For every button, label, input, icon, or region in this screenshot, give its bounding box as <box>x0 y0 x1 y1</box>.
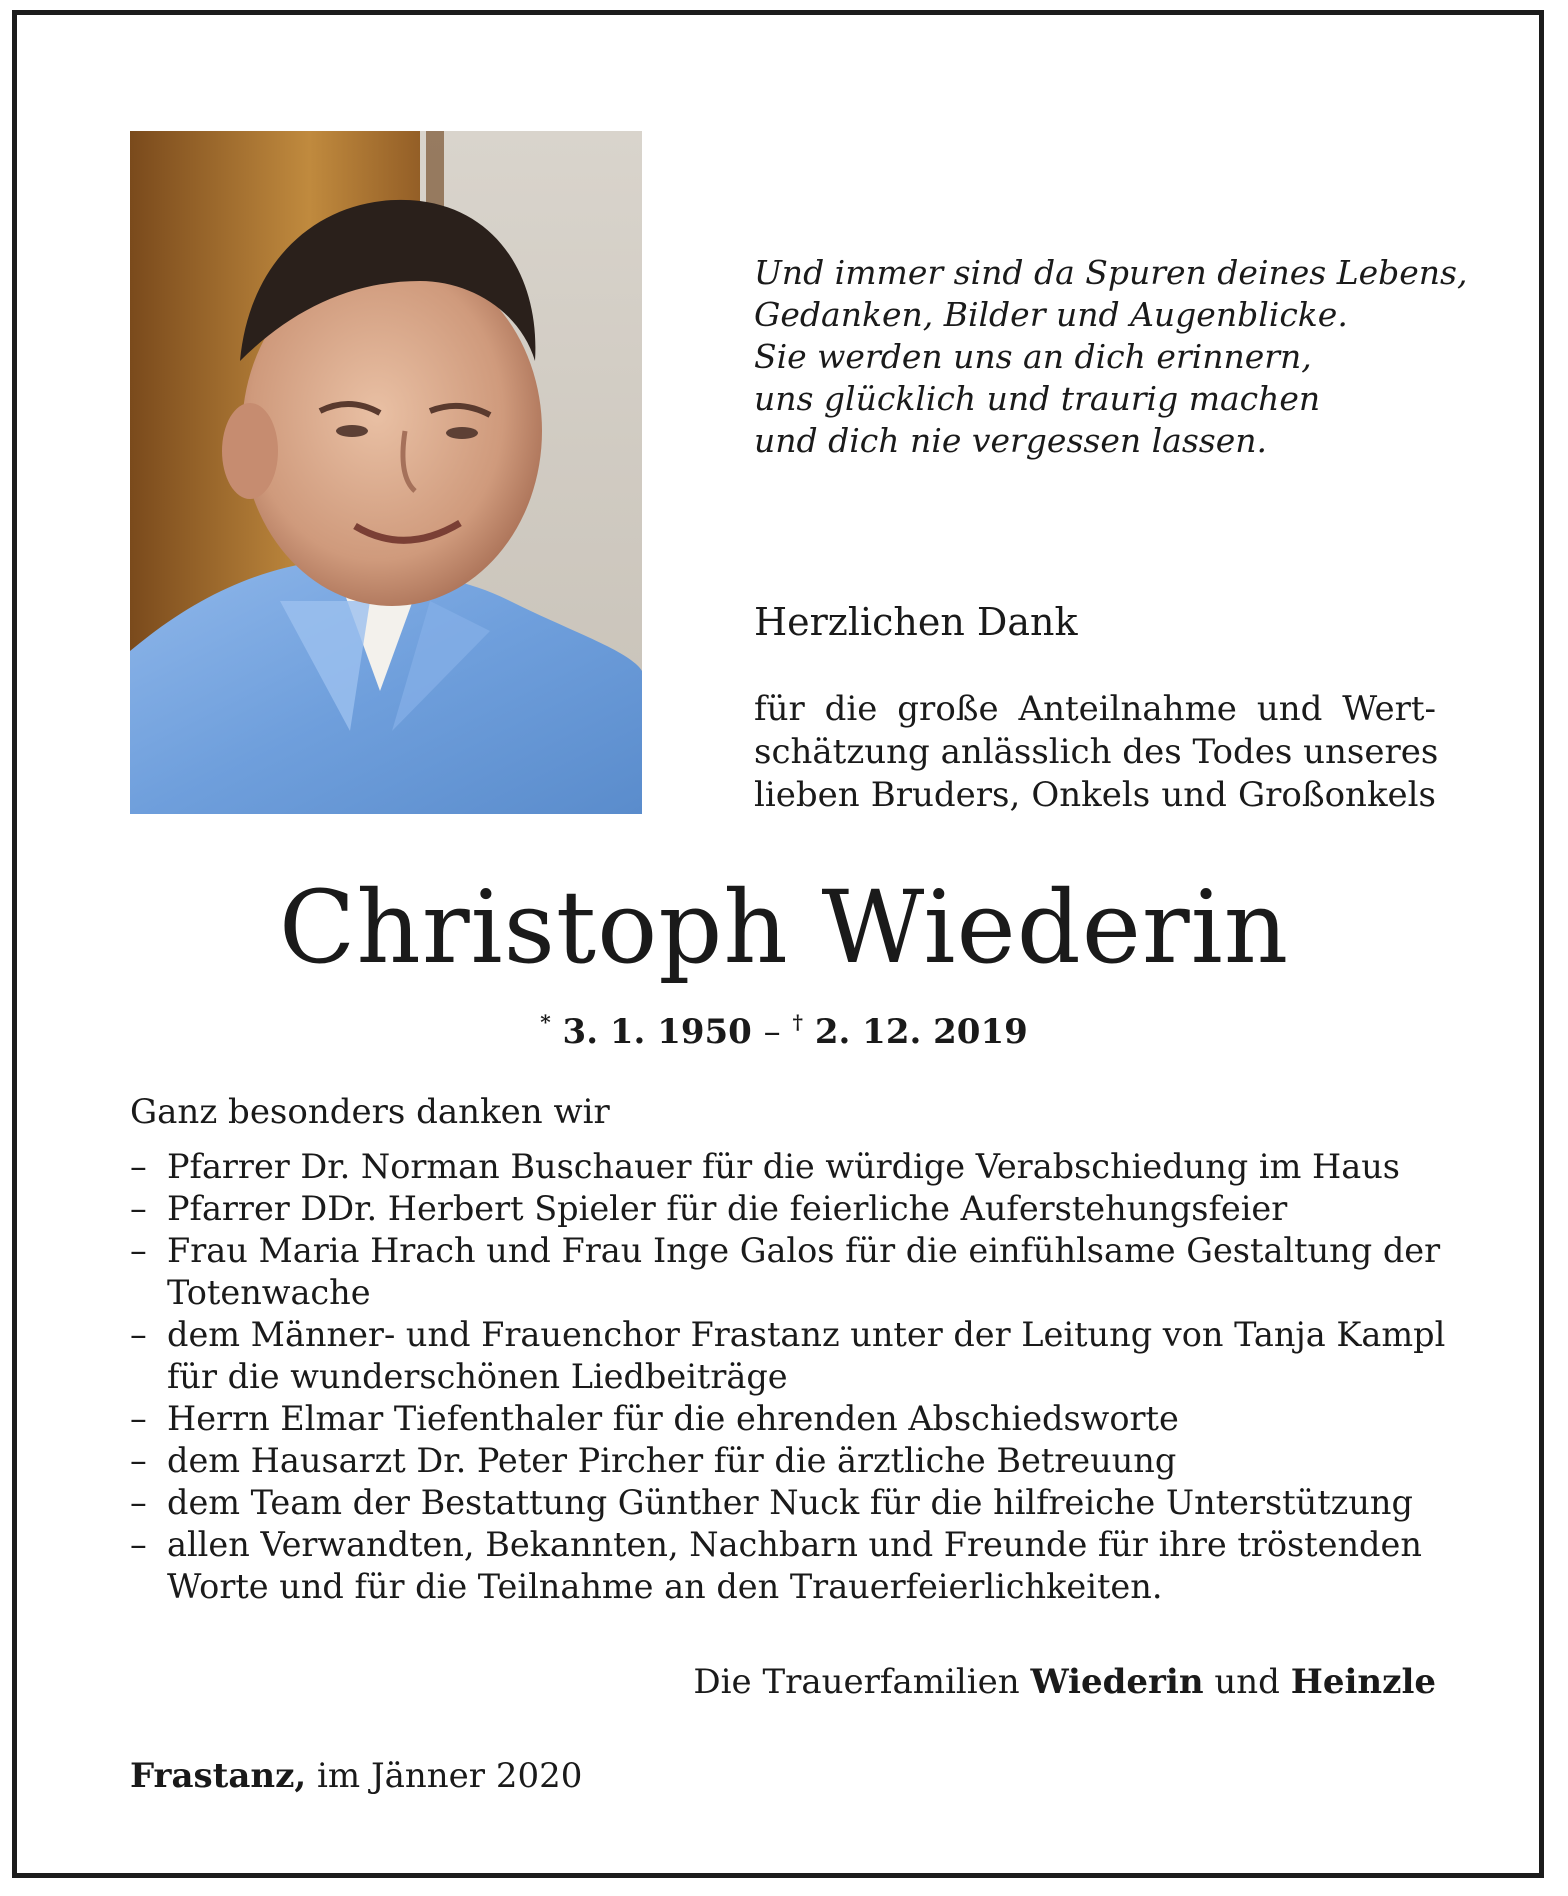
birth-date: 3. 1. 1950 <box>562 1012 752 1052</box>
list-item-line: Herrn Elmar Tiefenthaler für die ehrenden Abschiedsworte <box>167 1399 1179 1438</box>
family-signature <box>693 1660 1436 1704</box>
signature-prefix: Die Trauerfamilien <box>693 1662 1020 1702</box>
list-item-line: Worte und für die Teilnahme an den Trauerfeierlichkeiten. <box>167 1567 1163 1606</box>
thanks-paragraph <box>754 688 1439 817</box>
list-dash: – <box>130 1525 147 1564</box>
list-dash: – <box>130 1441 147 1480</box>
list-item-line: Frau Maria Hrach und Frau Inge Galos für die einfühlsame Gestaltung der <box>167 1231 1441 1270</box>
list-item-line: für die wunderschönen Liedbeiträge <box>167 1357 788 1396</box>
list-item <box>130 1440 1460 1482</box>
list-dash: – <box>130 1399 147 1438</box>
poem-line: Sie werden uns an dich erinnern, <box>754 337 1312 376</box>
date-text: im Jänner 2020 <box>317 1756 583 1796</box>
portrait-photo <box>130 131 642 814</box>
life-dates <box>0 1000 1568 1054</box>
date-separator: – <box>763 1012 781 1052</box>
poem-line: uns glücklich und traurig machen <box>754 379 1321 418</box>
family-name-2: Heinzle <box>1290 1662 1436 1702</box>
list-dash: – <box>130 1147 147 1186</box>
list-item <box>130 1482 1460 1524</box>
thanks-heading: Herzlichen Dank <box>754 600 1078 644</box>
death-date: 2. 12. 2019 <box>814 1012 1028 1052</box>
acknowledgements-intro: Ganz besonders danken wir <box>130 1092 610 1132</box>
list-dash: – <box>130 1231 147 1270</box>
place-name: Frastanz, <box>130 1756 307 1796</box>
poem-line: Und immer sind da Spuren deines Lebens, <box>754 253 1468 292</box>
list-item-line: Totenwache <box>167 1273 371 1312</box>
death-symbol: † <box>792 1010 803 1034</box>
thanks-line: für die große Anteilnahme und Wert- <box>754 689 1436 729</box>
list-item <box>130 1314 1460 1398</box>
list-item-line: allen Verwandten, Bekannten, Nachbarn und Freunde für ihre tröstenden <box>167 1525 1422 1564</box>
list-item <box>130 1524 1460 1608</box>
list-dash: – <box>130 1483 147 1522</box>
list-item <box>130 1146 1460 1188</box>
list-item-line: Pfarrer Dr. Norman Buschauer für die würdige Verabschiedung im Haus <box>167 1147 1400 1186</box>
acknowledgements-list <box>130 1146 1460 1608</box>
thanks-line: schätzung anlässlich des Todes unseres <box>754 732 1439 772</box>
list-item-line: dem Hausarzt Dr. Peter Pircher für die ärztliche Betreuung <box>167 1441 1177 1480</box>
family-name-1: Wiederin <box>1030 1662 1204 1702</box>
list-item <box>130 1188 1460 1230</box>
list-item-line: dem Männer- und Frauenchor Frastanz unter der Leitung von Tanja Kampl <box>167 1315 1446 1354</box>
birth-symbol: * <box>540 1010 551 1034</box>
poem-line: Gedanken, Bilder und Augenblicke. <box>754 295 1348 334</box>
list-item-line: dem Team der Bestattung Günther Nuck für die hilfreiche Unterstützung <box>167 1483 1413 1522</box>
deceased-name: Christoph Wiederin <box>278 869 1290 986</box>
thanks-line: lieben Bruders, Onkels und Großonkels <box>754 775 1436 815</box>
list-item-line: Pfarrer DDr. Herbert Spieler für die feierliche Auferstehungsfeier <box>167 1189 1288 1228</box>
list-item <box>130 1230 1460 1314</box>
list-item <box>130 1398 1460 1440</box>
list-dash: – <box>130 1315 147 1354</box>
place-and-date <box>130 1754 582 1798</box>
memorial-poem <box>754 252 1474 462</box>
poem-line: und dich nie vergessen lassen. <box>754 421 1267 460</box>
signature-conjunction: und <box>1214 1662 1280 1702</box>
list-dash: – <box>130 1189 147 1228</box>
